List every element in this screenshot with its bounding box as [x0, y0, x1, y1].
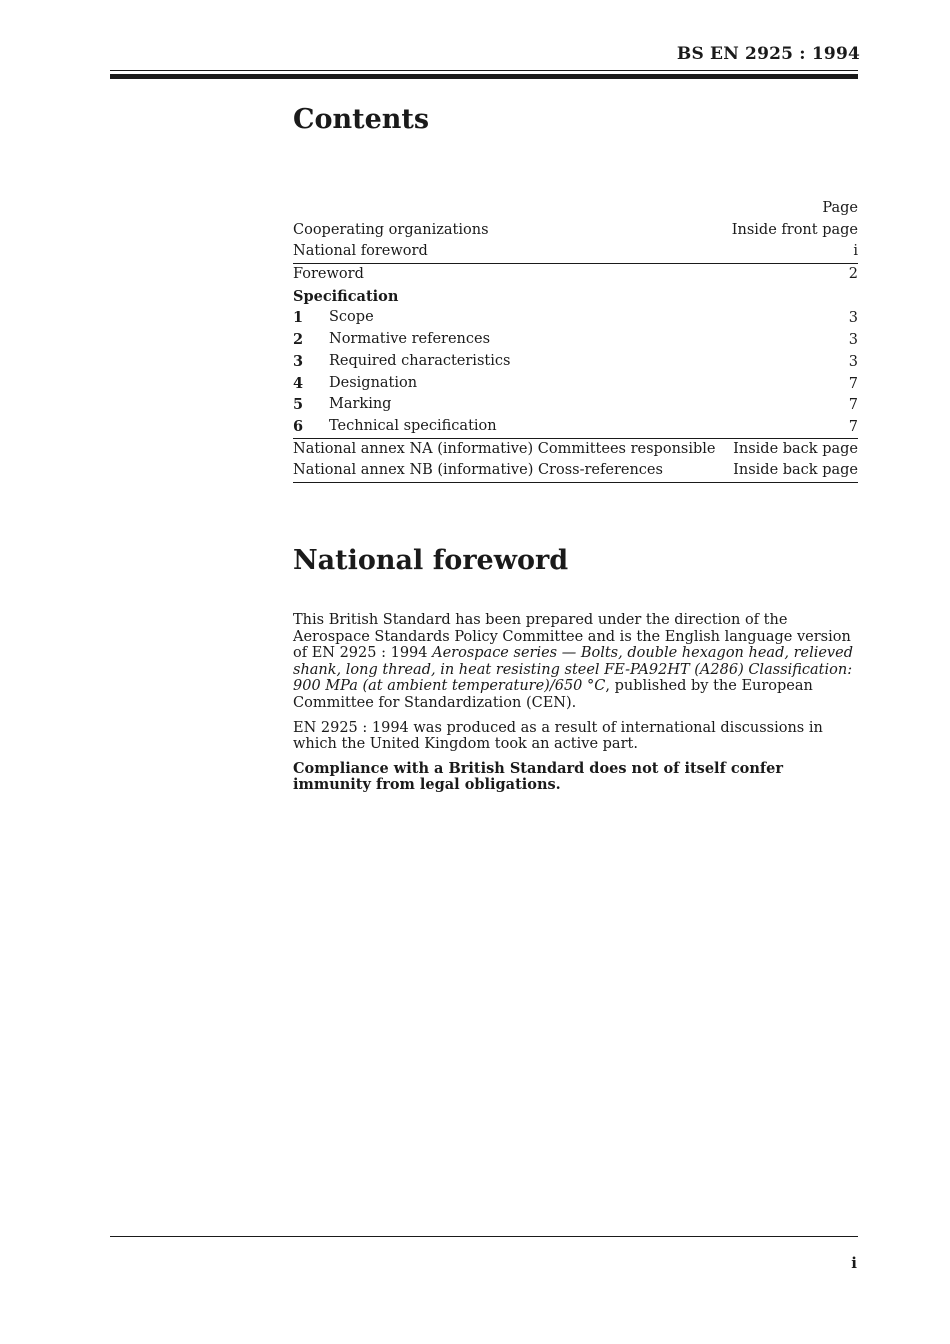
toc-entry-label: National foreword: [293, 243, 428, 260]
toc-entry-number: 2: [293, 331, 304, 349]
toc-entry-page: Inside back page: [733, 462, 858, 479]
toc-entry-label: Designation: [329, 374, 418, 391]
toc-header-row: [293, 198, 858, 220]
toc-entry-number: 4: [293, 374, 304, 392]
toc-entry-page: i: [853, 243, 858, 260]
paragraph-outro: , published by the European Committee for Standardization (CEN).: [293, 678, 813, 711]
toc-entry-label: National annex NB (informative) Cross-references: [293, 462, 663, 479]
toc-entry-page: 7: [848, 418, 858, 435]
toc-entry-page: 3: [848, 332, 858, 349]
toc-entry-page: 3: [848, 353, 858, 370]
toc-entry-label: Scope: [329, 309, 374, 326]
header-rule-thick: [110, 74, 858, 79]
national-foreword-paragraph-2: EN 2925 : 1994 was produced as a result of international discussions in which the United Kingdom took an active part.: [293, 719, 823, 753]
contents-title: Contents: [293, 104, 430, 135]
toc-entry-cooperating-organizations[interactable]: [293, 220, 858, 242]
national-foreword-paragraph-1: [293, 612, 853, 712]
toc-entry-label: National annex NA (informative) Committees responsible: [293, 440, 716, 457]
footer-rule: [110, 1236, 858, 1237]
toc-entry-page: 3: [848, 310, 858, 327]
toc-entry-page: 7: [848, 375, 858, 392]
toc-entry-scope[interactable]: [293, 307, 858, 329]
standard-title: Aerospace series — Bolts, double hexagon head, relieved shank, long thread, in heat resisting steel FE-PA92HT (A286) Classification: 900 MPa (at ambient temperature)/650 °C: [293, 645, 853, 695]
toc-entry-normative-references[interactable]: [293, 329, 858, 351]
toc-entry-national-annex-na[interactable]: [293, 439, 858, 461]
toc-entry-required-characteristics[interactable]: [293, 351, 858, 373]
toc-entry-label: Required characteristics: [329, 352, 511, 369]
table-of-contents: [293, 198, 858, 483]
toc-entry-label: Marking: [329, 396, 392, 413]
toc-entry-specification[interactable]: [293, 286, 858, 308]
document-id: BS EN 2925 : 1994: [676, 44, 860, 64]
national-foreword-title: National foreword: [293, 545, 569, 576]
toc-entry-page: Inside back page: [733, 440, 858, 457]
page-number: i: [851, 1254, 857, 1272]
toc-entry-label: Foreword: [293, 266, 364, 283]
compliance-statement: Compliance with a British Standard does not of itself confer immunity from legal obligations.: [293, 759, 783, 794]
toc-entry-number: 3: [293, 352, 304, 370]
toc-entry-number: 5: [293, 396, 304, 414]
header-rule-thin: [110, 70, 858, 71]
toc-entry-label: Specification: [293, 287, 399, 305]
toc-entry-national-foreword[interactable]: [293, 241, 858, 264]
toc-page-column-label: Page: [822, 200, 858, 216]
toc-entry-label: Cooperating organizations: [293, 221, 489, 238]
toc-entry-number: 6: [293, 417, 304, 435]
toc-entry-number: 1: [293, 309, 304, 327]
toc-entry-designation[interactable]: [293, 373, 858, 395]
toc-entry-page: 2: [848, 266, 858, 283]
toc-entry-page: 7: [848, 397, 858, 414]
national-foreword-body: [293, 612, 853, 802]
toc-entry-page: Inside front page: [731, 221, 858, 238]
toc-entry-marking[interactable]: [293, 394, 858, 416]
toc-entry-technical-specification[interactable]: [293, 416, 858, 439]
toc-entry-label: Technical specification: [329, 417, 497, 434]
toc-entry-foreword[interactable]: [293, 264, 858, 286]
toc-entry-label: Normative references: [329, 331, 491, 348]
paragraph-intro: This British Standard has been prepared under the direction of the Aerospace Standards Policy Committee and is the English language version of EN 2925 : 1994: [293, 612, 851, 662]
toc-entry-national-annex-nb[interactable]: [293, 460, 858, 483]
